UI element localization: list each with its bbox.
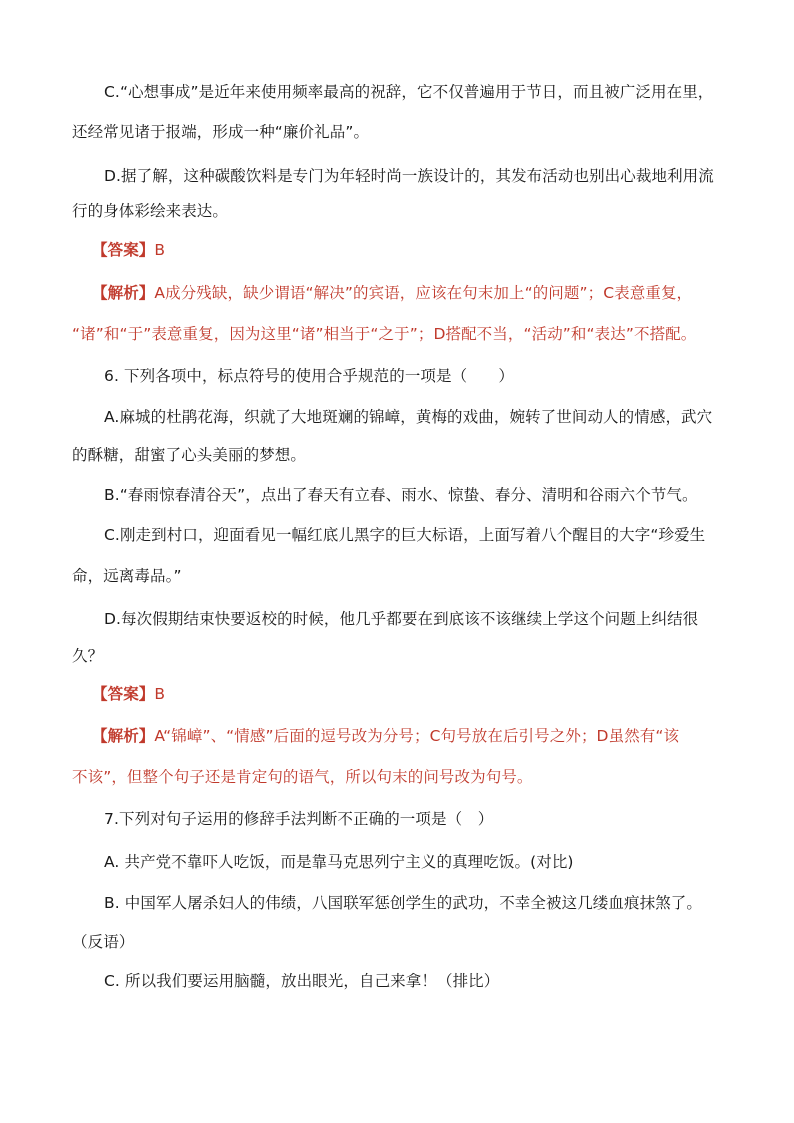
q5-analysis-line2: “诸”和“于”表意重复，因为这里“诸”相当于“之于”；D搭配不当，“活动”和“表达”不搭配。 — [72, 325, 697, 343]
q6-option-d-line2: 久？ — [72, 647, 104, 665]
q6-answer-value: B — [154, 685, 166, 703]
q6-analysis-line1 — [92, 726, 679, 746]
q6-option-a-line1: A.麻城的杜鹃花海，织就了大地斑斓的锦嶂，黄梅的戏曲，婉转了世间动人的情感，武穴 — [104, 408, 713, 426]
q6-option-b: B.“春雨惊春清谷天”，点出了春天有立春、雨水、惊蛰、春分、清明和谷雨六个节气。 — [104, 486, 698, 504]
q6-option-d-line1: D.每次假期结束快要返校的时候，他几乎都要在到底该不该继续上学这个问题上纠结很 — [104, 610, 699, 628]
q6-option-a-line2: 的酥糖，甜蜜了心头美丽的梦想。 — [72, 446, 307, 464]
q5-analysis-text1: A成分残缺，缺少谓语“解决”的宾语，应该在句末加上“的问题”；C表意重复， — [154, 284, 693, 302]
q5-option-c-line1: C.“心想事成”是近年来使用频率最高的祝辞，它不仅普遍用于节日，而且被广泛用在里， — [104, 83, 714, 101]
q7-option-b-line1: B. 中国军人屠杀妇人的伟绩，八国联军惩创学生的武功，不幸全被这几缕血痕抹煞了。 — [104, 894, 702, 912]
q7-option-a: A. 共产党不靠吓人吃饭，而是靠马克思列宁主义的真理吃饭。(对比) — [104, 853, 574, 871]
q7-option-b-line2: （反语） — [72, 933, 135, 951]
q6-analysis-line2: 不该”，但整个句子还是肯定句的语气，所以句末的问号改为句号。 — [72, 768, 533, 786]
q5-analysis-tag: 【解析】 — [92, 284, 155, 302]
q5-option-d-line2: 行的身体彩绘来表达。 — [72, 202, 229, 220]
q5-option-d-line1: D.据了解，这种碳酸饮料是专门为年轻时尚一族设计的，其发布活动也别出心裁地利用流 — [104, 167, 714, 185]
q5-analysis-line1 — [92, 283, 692, 303]
q6-answer-tag: 【答案】 — [92, 685, 155, 703]
q5-answer-tag: 【答案】 — [92, 241, 155, 259]
q6-analysis-text1: A“锦嶂”、“情感”后面的逗号改为分号；C句号放在后引号之外；D虽然有“该 — [154, 727, 680, 745]
q6-analysis-tag: 【解析】 — [92, 727, 155, 745]
q5-answer — [92, 240, 165, 260]
q6-option-c-line2: 命，远离毒品。” — [72, 567, 182, 585]
q7-option-c: C. 所以我们要运用脑髓，放出眼光，自己来拿！（排比） — [104, 972, 500, 990]
q5-answer-value: B — [154, 241, 166, 259]
q6-stem: 6. 下列各项中，标点符号的使用合乎规范的一项是（ ） — [104, 367, 515, 385]
q5-option-c-line2: 还经常见诸于报端，形成一种“廉价礼品”。 — [72, 123, 370, 141]
q6-answer — [92, 684, 165, 704]
q7-stem: 7.下列对句子运用的修辞手法判断不正确的一项是（ ） — [104, 810, 494, 828]
q6-option-c-line1: C.刚走到村口，迎面看见一幅红底儿黑字的巨大标语，上面写着八个醒目的大字“珍爱生 — [104, 526, 706, 544]
